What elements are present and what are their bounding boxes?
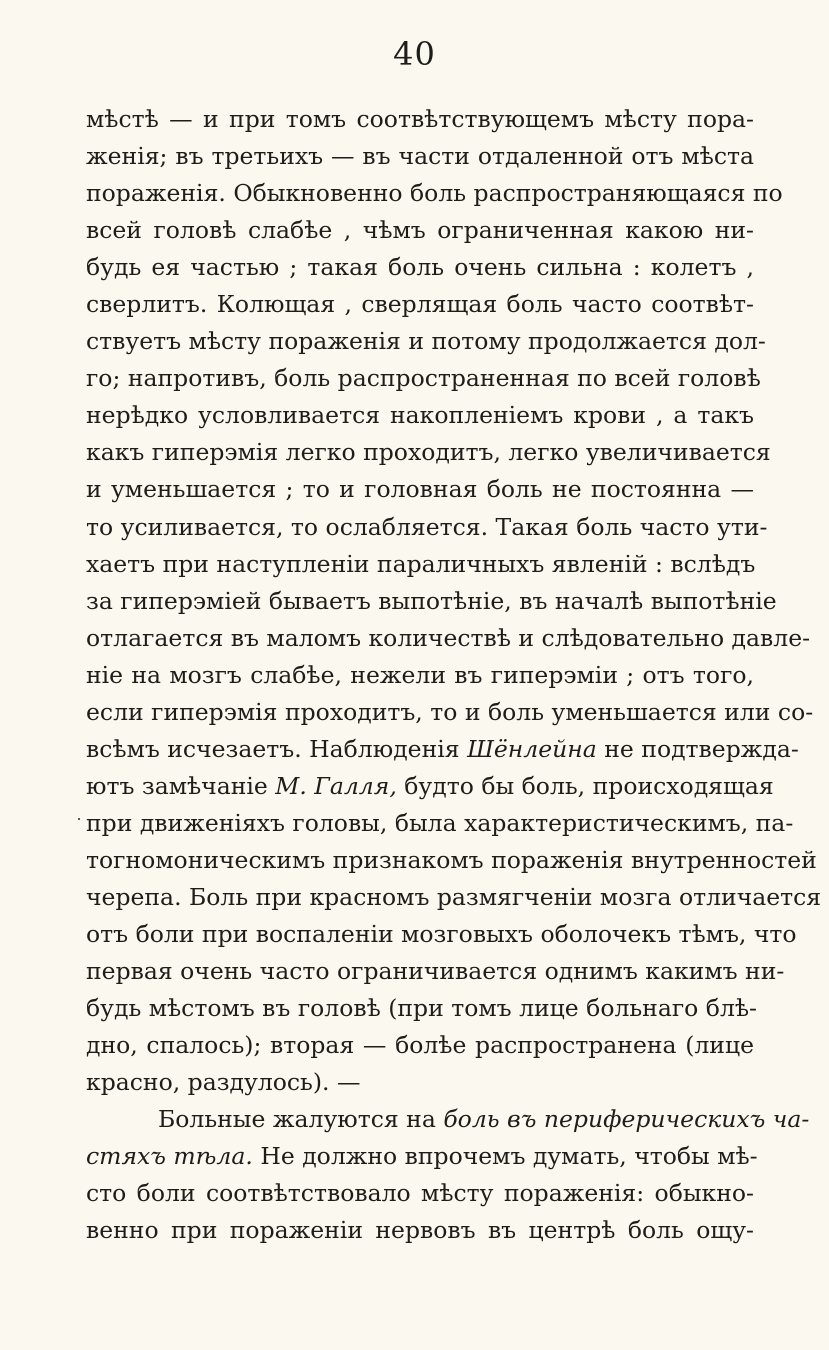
text-line: будь ея частью ; такая боль очень сильна : колетъ , [86,253,754,282]
text-run: будто бы боль, происходящая [396,771,774,800]
text-line: сверлитъ. Колющая , сверлящая боль часто соотвѣт- [86,290,754,319]
text-line: ніе на мозгъ слабѣе, нежели въ гиперэміи ; отъ того, [86,660,754,689]
text-line: мѣстѣ — и при томъ соотвѣтствующемъ мѣсту пора- [86,105,754,133]
italic-author-name: М. Галля, [275,771,397,800]
text-line: дно, спалось); вторая — болѣе распространена (лице [86,1031,754,1060]
italic-author-name: Шёнлейна [467,734,597,763]
text-line: если гиперэмія проходитъ, то и боль уменьшается или со- [86,697,814,726]
body-text [86,101,822,1249]
italic-phrase: стяхъ тѣла. [86,1142,253,1171]
text-run: Больные жалуются на [158,1105,444,1134]
text-run: не подтвержда- [596,734,799,763]
text-line: пораженія. Обыкновенно боль распространяющаяся по [86,179,783,208]
text-line: ствуетъ мѣсту пораженія и потому продолжается дол- [86,327,766,356]
text-line: при движеніяхъ головы, была характеристическимъ, па- [86,808,794,837]
text-run: всѣмъ исчезаетъ. Наблюденія [86,734,468,763]
text-line: всей головѣ слабѣе , чѣмъ ограниченная какою ни- [86,216,754,245]
text-line: женія; въ третьихъ — въ части отдаленной отъ мѣста [86,142,754,171]
text-line: сто боли соотвѣтствовало мѣсту пораженія: обыкно- [86,1179,754,1208]
text-line: хаетъ при наступленіи параличныхъ явленій : вслѣдъ [86,549,756,578]
text-line: отлагается въ маломъ количествѣ и слѣдовательно давле- [86,623,811,652]
page-number: 40 [393,35,436,73]
text-line: первая очень часто ограничивается однимъ какимъ ни- [86,957,785,986]
text-line [86,1138,758,1175]
text-line: тогномоническимъ признакомъ пораженія внутренностей [86,845,817,874]
text-run: Не должно впрочемъ думать, чтобы мѣ- [252,1142,758,1171]
text-line [86,1101,810,1138]
text-line: отъ боли при воспаленіи мозговыхъ оболочекъ тѣмъ, что [86,920,797,949]
text-line [86,768,774,805]
text-line: венно при пораженіи нервовъ въ центрѣ боль ощу- [86,1216,754,1245]
text-line: за гиперэміей бываетъ выпотѣніе, въ началѣ выпотѣніе [86,586,777,615]
text-line: то усиливается, то ослабляется. Такая боль часто ути- [86,512,768,541]
text-line: будь мѣстомъ въ головѣ (при томъ лице больнаго блѣ- [86,994,757,1023]
margin-mark [78,818,80,820]
text-line: го; напротивъ, боль распространенная по всей головѣ [86,364,761,393]
paragraph-end-line: красно, раздулось). — [86,1068,361,1097]
text-line: какъ гиперэмія легко проходитъ, легко увеличивается [86,438,771,467]
text-line: черепа. Боль при красномъ размягченіи мозга отличается [86,882,822,911]
text-line: и уменьшается ; то и головная боль не постоянна — [86,475,754,504]
text-line [86,731,799,768]
text-line: нерѣдко условливается накопленіемъ крови , а такъ [86,401,754,430]
italic-phrase: боль въ периферическихъ ча- [443,1105,810,1134]
text-run: ютъ замѣчаніе [86,771,276,800]
